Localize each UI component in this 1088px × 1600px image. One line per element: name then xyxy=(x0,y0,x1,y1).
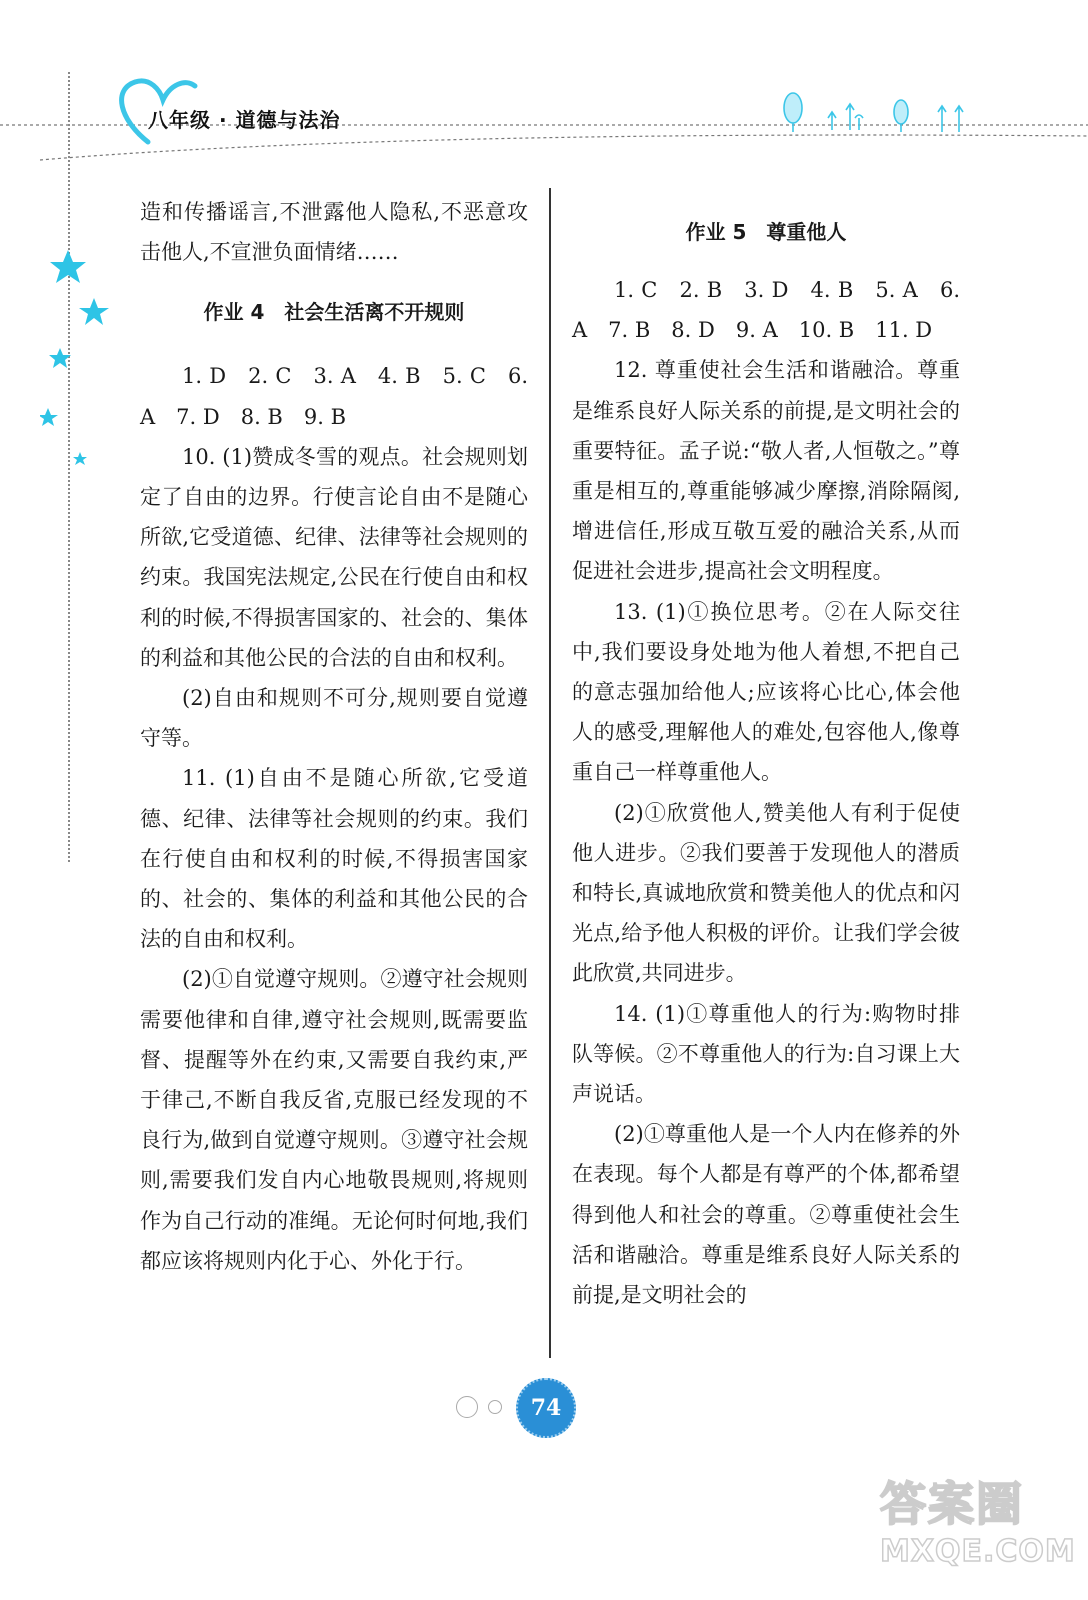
left-column xyxy=(140,192,528,1281)
answer-paragraph: 10. (1)赞成冬雪的观点。社会规则划定了自由的边界。行使言论自由不是随心所欲,它受道德、纪律、法律等社会规则的约束。我国宪法规定,公民在行使自由和权利的时候,不得损害国家的、社会的、集体的利益和其他公民的合法的自由和权利。 xyxy=(140,444,528,670)
answer-paragraph: 11. (1)自由不是随心所欲,它受道德、纪律、法律等社会规则的约束。我们在行使自由和权利的时候,不得损害国家的、社会的、集体的利益和其他公民的合法的自由和权利。 xyxy=(140,766,528,952)
star-decoration xyxy=(40,240,120,480)
header-title: 八年级 · 道德与法治 xyxy=(148,108,341,132)
answer-paragraph: (2)①欣赏他人,赞美他人有利于促使他人进步。②我们要善于发现他人的潜质和特长,真诚地欣赏和赞美他人的优点和闪光点,给予他人积极的评价。让我们学会彼此欣赏,共同进步。 xyxy=(572,800,960,986)
column-divider xyxy=(549,188,551,1358)
star-icon xyxy=(50,250,86,283)
answer-paragraph: 14. (1)①尊重他人的行为:购物时排队等候。②不尊重他人的行为:自习课上大声说话。 xyxy=(572,1001,960,1107)
section-heading: 作业 5 尊重他人 xyxy=(685,220,847,244)
answer-paragraph: (2)自由和规则不可分,规则要自觉遵守等。 xyxy=(140,686,528,751)
watermark-logo xyxy=(880,1468,1076,1588)
choice-answers: 1. D 2. C 3. A 4. B 5. C 6. A 7. D 8. B 9. B xyxy=(140,364,528,429)
star-icon xyxy=(73,452,87,465)
section-heading: 作业 4 社会生活离不开规则 xyxy=(203,300,465,324)
decorative-circle xyxy=(488,1400,502,1414)
decorative-circle xyxy=(456,1396,478,1418)
page-number: 74 xyxy=(516,1378,576,1438)
answer-paragraph: 13. (1)①换位思考。②在人际交往中,我们要设身处地为他人着想,不把自己的意志强加给他人;应该将心比心,体会他人的感受,理解他人的难处,包容他人,像尊重自己一样尊重他人。 xyxy=(572,599,960,785)
answer-paragraph: (2)①尊重他人是一个人内在修养的外在表现。每个人都是有尊严的个体,都希望得到他人和社会的尊重。②尊重使社会生活和谐融洽。尊重是维系良好人际关系的前提,是文明社会的 xyxy=(572,1122,960,1308)
intro-text: 造和传播谣言,不泄露他人隐私,不恶意攻击他人,不宣泄负面情绪…… xyxy=(140,200,528,265)
watermark-text-bottom: MXQE.COM xyxy=(880,1534,1076,1569)
flower-decoration-icon xyxy=(784,93,963,132)
star-icon xyxy=(79,298,109,325)
choice-answers: 1. C 2. B 3. D 4. B 5. A 6. A 7. B 8. D 9. A 10. B 11. D xyxy=(572,278,960,343)
right-column xyxy=(572,270,960,1315)
answer-paragraph: 12. 尊重使社会生活和谐融洽。尊重是维系良好人际关系的前提,是文明社会的重要特征。孟子说:“敬人者,人恒敬之。”尊重是相互的,尊重能够减少摩擦,消除隔阂,增进信任,形成互敬互爱的融洽关系,从而促进社会进步,提高社会文明程度。 xyxy=(572,358,960,584)
star-icon xyxy=(40,408,58,426)
watermark-text-top: 答案圈 xyxy=(880,1477,1024,1531)
star-icon xyxy=(49,348,71,368)
answer-paragraph: (2)①自觉遵守规则。②遵守社会规则需要他律和自律,遵守社会规则,既需要监督、提醒等外在约束,又需要自我约束,严于律己,不断自我反省,克服已经发现的不良行为,做到自觉遵守规则。③遵守社会规则,需要我们发自内心地敬畏规则,将规则作为自己行动的准绳。无论何时何地,我们都应该将规则内化于心、外化于行。 xyxy=(140,967,528,1273)
